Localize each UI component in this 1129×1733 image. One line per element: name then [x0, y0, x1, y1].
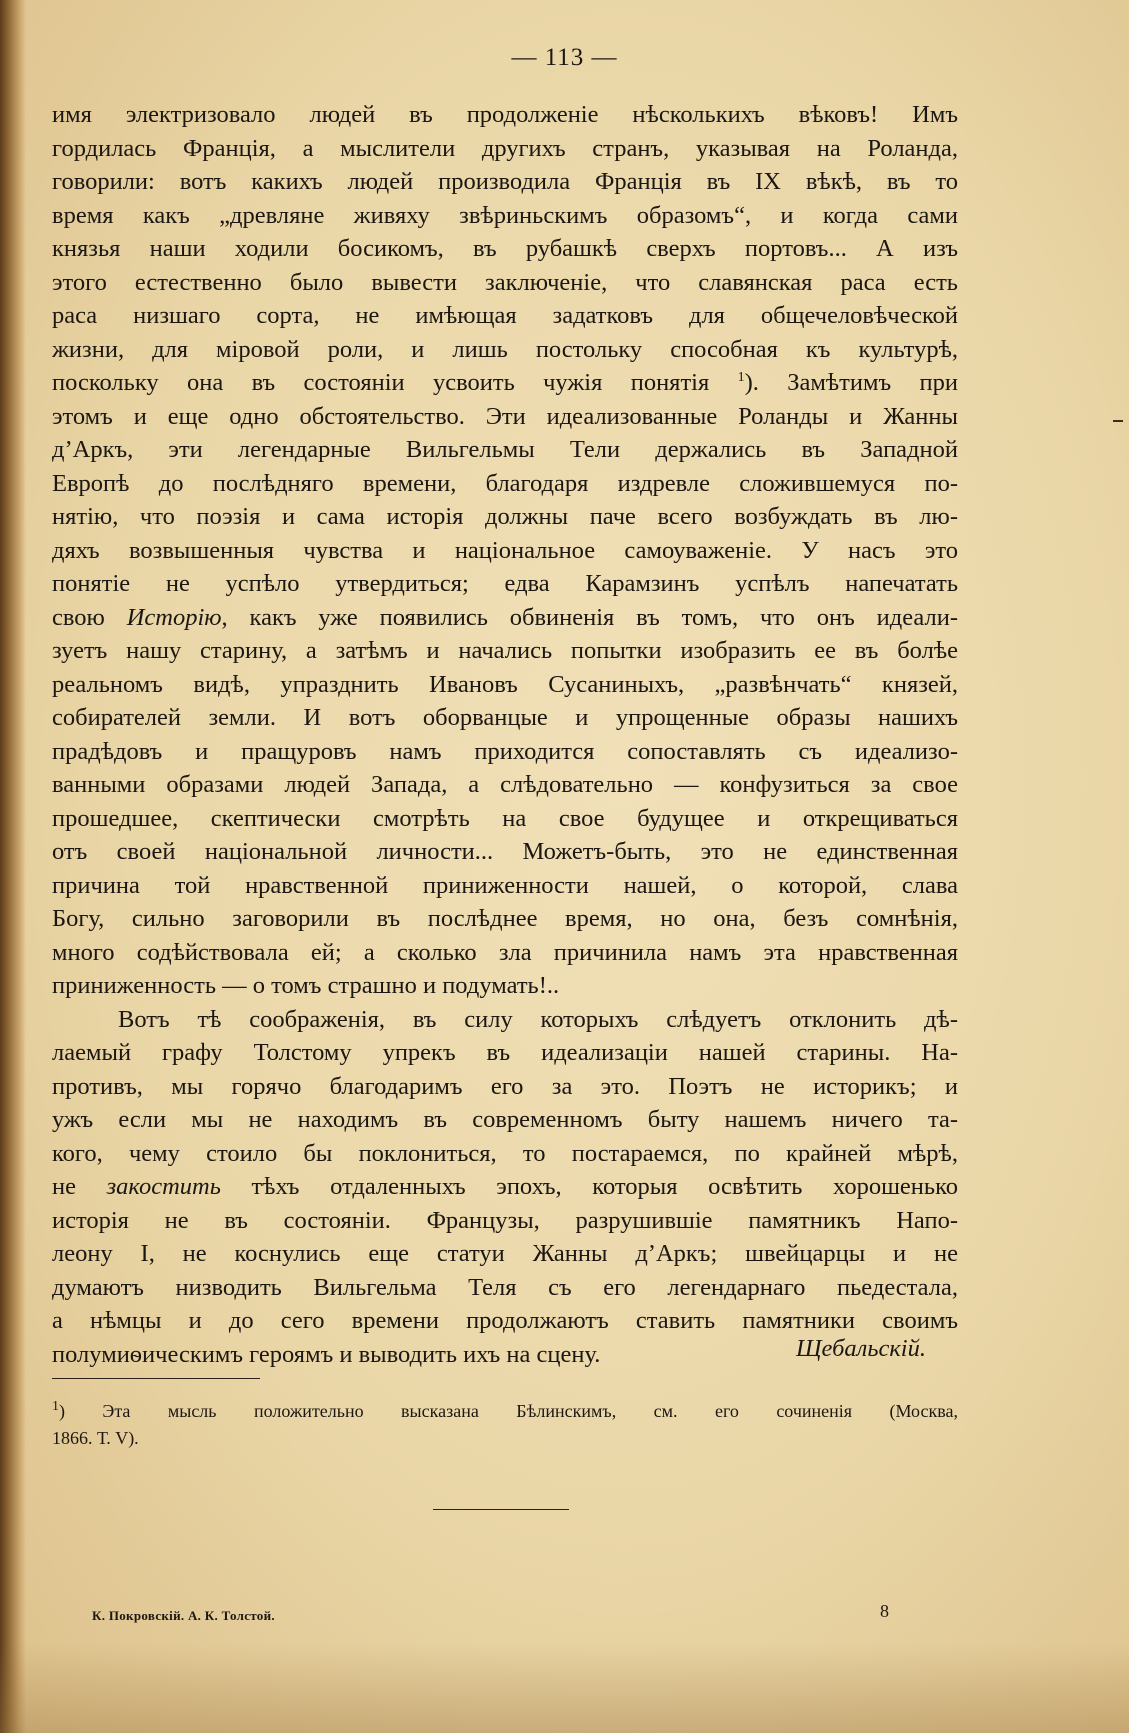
text-line: леону I, не коснулись еще статуи Жанны д’Аркъ; швейцарцы и не — [52, 1240, 958, 1267]
text-line: причина той нравственной приниженности нашей, о которой, слава — [52, 871, 958, 899]
printer-signature-mark: К. Покровскiй. А. К. Толстой. — [92, 1608, 275, 1623]
sheet-number: 8 — [880, 1601, 889, 1621]
text-segment: свою — [52, 603, 105, 631]
text-line: исторiя не въ состоянiи. Французы, разрушившiе памятникъ Напо- — [52, 1206, 958, 1234]
text-line: нятiю, что поэзiя и сама исторiя должны паче всего возбуждать въ лю- — [52, 503, 958, 530]
text-segment: не — [52, 1173, 76, 1200]
page-binding-edge — [0, 0, 26, 1733]
text-line-with-emphasis — [52, 601, 958, 635]
text-line: Вотъ тѣ соображенiя, въ силу которыхъ слѣдуетъ отклонить дѣ- — [118, 1005, 958, 1033]
footnote — [52, 1398, 958, 1452]
text-line: кого, чему стоило бы поклониться, то постараемся, по крайней мѣрѣ, — [52, 1139, 958, 1167]
text-segment: тѣхъ отдаленныхъ эпохъ, которыя освѣтить хорошенько — [220, 1173, 958, 1200]
margin-mark — [1113, 420, 1123, 422]
text-line: раса низшаго сорта, не имѣющая задатковъ для общечеловѣческой — [52, 302, 958, 329]
text-line: прадѣдовъ и пращуровъ намъ приходится сопоставлять съ идеализо- — [52, 737, 958, 765]
text-line: лаемый графу Толстому упрекъ въ идеализацiи нашей старины. На- — [52, 1039, 958, 1066]
text-line: приниженность — о томъ страшно и подумать!.. — [52, 972, 560, 999]
footnote-ref[interactable]: 1 — [737, 369, 745, 385]
text-line: отъ своей нацiональной личности... Можетъ-быть, это не единственная — [52, 838, 958, 865]
text-line: зуетъ нашу старину, а затѣмъ и начались попытки изобразить ее въ болѣе — [52, 637, 958, 664]
footnote-marker: 1 — [52, 1399, 59, 1414]
text-line: а нѣмцы и до сего времени продолжаютъ ставить памятники своимъ — [52, 1307, 958, 1334]
footnote-text: ) Эта мысль положительно высказана Бѣлинскимъ, см. его сочиненiя (Москва, — [59, 1401, 958, 1421]
author-signature: Щебальскiй. — [795, 1335, 926, 1362]
text-line: прошедшее, скептически смотрѣть на свое будущее и открещиваться — [52, 804, 958, 832]
text-segment: , какъ уже появились обвиненiя въ томъ, что онъ идеали- — [221, 603, 958, 631]
text-segment: ). Замѣтимъ при — [744, 369, 958, 396]
footnote-divider — [52, 1378, 260, 1379]
text-line: дяхъ возвышенныя чувства и нацiональное самоуваженiе. У насъ это — [52, 536, 958, 564]
text-line: Европѣ до послѣдняго времени, благодаря издревле сложившемуся по- — [52, 469, 958, 497]
page-number: — 113 — — [511, 44, 618, 71]
text-line: противъ, мы горячо благодаримъ его за это. Поэтъ не историкъ; и — [52, 1072, 958, 1100]
text-line: много содѣйствовала ей; а сколько зла причинила намъ эта нравственная — [52, 938, 958, 966]
text-line: князья наши ходили босикомъ, въ рубашкѣ сверхъ портовъ... А изъ — [52, 235, 958, 262]
footnote-line — [52, 1398, 958, 1425]
page-shadow — [0, 1643, 1129, 1733]
footnote-line: 1866. Т. V). — [52, 1428, 139, 1448]
text-line: полумиѳическимъ героямъ и выводить ихъ на сцену. — [52, 1340, 601, 1368]
section-end-divider — [433, 1509, 569, 1510]
text-line: жизни, для мiровой роли, и лишь постольку способная къ культурѣ, — [52, 335, 958, 363]
text-line: ужъ если мы не находимъ въ современномъ быту нашемъ ничего та- — [52, 1106, 958, 1133]
text-line: говорили: вотъ какихъ людей производила Францiя въ IX вѣкѣ, въ то — [52, 168, 958, 195]
emphasis-text: Исторiю — [126, 603, 222, 631]
text-line: время какъ „древляне живяху звѣриньскимъ образомъ“, и когда сами — [52, 201, 958, 229]
text-line: этомъ и еще одно обстоятельство. Эти идеализованные Роланды и Жанны — [52, 402, 958, 430]
text-line: реальномъ видѣ, упразднить Ивановъ Сусаниныхъ, „развѣнчать“ князей, — [52, 670, 958, 698]
text-line: думаютъ низводить Вильгельма Теля съ его легендарнаго пьедестала, — [52, 1273, 958, 1301]
text-line: этого естественно было вывести заключеніе, что славянская раса есть — [52, 268, 958, 296]
text-line-with-footnote-ref — [52, 366, 958, 400]
emphasis-text: закостить — [106, 1173, 221, 1200]
text-segment: поскольку она въ состоянiи усвоить чужiя понятiя — [52, 369, 710, 396]
text-line: Богу, сильно заговорили въ послѣднее время, но она, безъ сомнѣнiя, — [52, 905, 958, 932]
text-line: понятiе не успѣло утвердиться; едва Карамзинъ успѣлъ напечатать — [52, 570, 958, 597]
text-line: гордилась Францiя, а мыслители другихъ странъ, указывая на Роланда, — [52, 134, 958, 162]
text-line: имя электризовало людей въ продолженіе нѣсколькихъ вѣковъ! Имъ — [52, 101, 958, 128]
text-line-with-emphasis — [52, 1170, 958, 1204]
body-text — [52, 98, 958, 1371]
text-line: ванными образами людей Запада, а слѣдовательно — конфузиться за свое — [52, 771, 958, 798]
text-line: д’Аркъ, эти легендарные Вильгельмы Тели держались въ Западной — [52, 436, 958, 463]
text-line: собирателей земли. И вотъ оборванцые и упрощенные образы нашихъ — [52, 704, 958, 731]
